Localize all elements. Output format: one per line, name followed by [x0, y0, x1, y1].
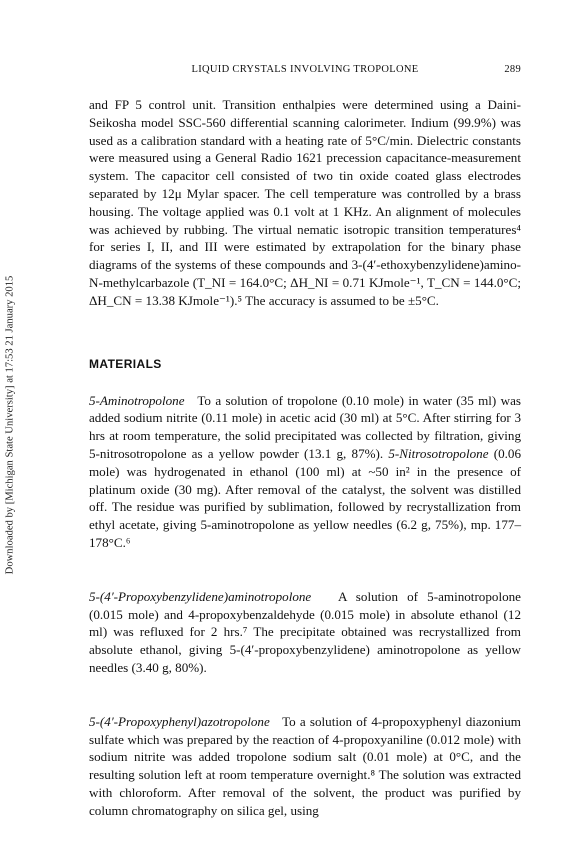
- download-watermark: [2, 215, 18, 635]
- inline-compound-name: 5-Nitrosotropolone: [388, 445, 489, 461]
- aminotropolone-paragraph: [89, 392, 521, 552]
- page-body: [89, 64, 521, 820]
- azotropolone-paragraph: [89, 713, 521, 820]
- compound-heading: 5-Aminotropolone: [89, 392, 185, 408]
- paragraph-text: A solution of 5-aminotropolone (0.015 mole) and 4-propoxybenzaldehyde (0.015 mole) in absolute ethanol (12 ml) was refluxed for 2 hrs.⁷ The precipitate obtained was recrystallized from absolute ethanol, giving 5-(4′-propoxybenzylidene) aminotropolone as yellow needles (3.40 g, 80%).: [89, 588, 521, 675]
- page-number: 289: [504, 64, 521, 75]
- download-watermark-text: Downloaded by [Michigan State University] at 17:53 21 January 2015: [4, 275, 16, 575]
- paragraph-text: (0.06 mole) was hydrogenated in ethanol (100 ml) at ~50 in² in the presence of platinum oxide (30 mg). After removal of the catalyst, the solvent was distilled off. The residue was purified by sublimation, followed by recrystallization from ethyl acetate, giving 5-aminotropolone as yellow needles (6.2 g, 75%), mp. 177–178°C.⁶: [89, 445, 522, 550]
- compound-heading: 5-(4′-Propoxyphenyl)azotropolone: [89, 713, 270, 729]
- compound-heading: 5-(4′-Propoxybenzylidene)aminotropolone: [89, 588, 312, 604]
- section-heading-materials: MATERIALS: [89, 356, 162, 371]
- benzylidene-paragraph: [89, 588, 521, 677]
- paragraph-text: To a solution of 4-propoxyphenyl diazonium sulfate which was prepared by the reaction of 4-propoxyaniline (0.012 mole) with sodium nitrite was added tropolone sodium salt (0.01 mole) at 0°C, and the resulting solution left at room temperature overnight.⁸ The solution was extracted with chloroform. After removal of the solvent, the product was purified by column chromatography on silica gel, using: [89, 713, 521, 818]
- paragraph-text: To a solution of tropolone (0.10 mole) in water (35 ml) was added sodium nitrite (0.11 mole) in acetic acid (30 ml) at 5°C. After stirring for 3 hrs at room temperature, the solid precipitated was collected by filtration, giving 5-nitrosotropolone as a yellow powder (13.1 g, 87%).: [89, 392, 521, 461]
- running-header: [89, 64, 521, 82]
- running-title: LIQUID CRYSTALS INVOLVING TROPOLONE: [191, 64, 419, 75]
- methods-paragraph: and FP 5 control unit. Transition enthalpies were determined using a Daini-Seikosha model SSC-560 differential scanning calorimeter. Indium (99.9%) was used as a calibration standard with a heating rate of 5°C/min. Dielectric constants were measured using a General Radio 1621 precession capacitance-measurement system. The capacitor cell consisted of two tin oxide coated glass electrodes separated by 12μ Mylar spacer. The cell temperature was controlled by a brass housing. The voltage applied was 0.1 volt at 1 KHz. An alignment of molecules was achieved by rubbing. The virtual nematic isotropic transition temperatures⁴ for series I, II, and III were estimated by extrapolation for the binary phase diagrams of the systems of these compounds and 3-(4′-ethoxybenzylidene)amino-N-methylcarbazole (T_NI = 164.0°C; ΔH_NI = 0.71 KJmole⁻¹, T_CN = 144.0°C; ΔH_CN = 13.38 KJmole⁻¹).⁵ The accuracy is assumed to be ±5°C.: [89, 97, 521, 308]
